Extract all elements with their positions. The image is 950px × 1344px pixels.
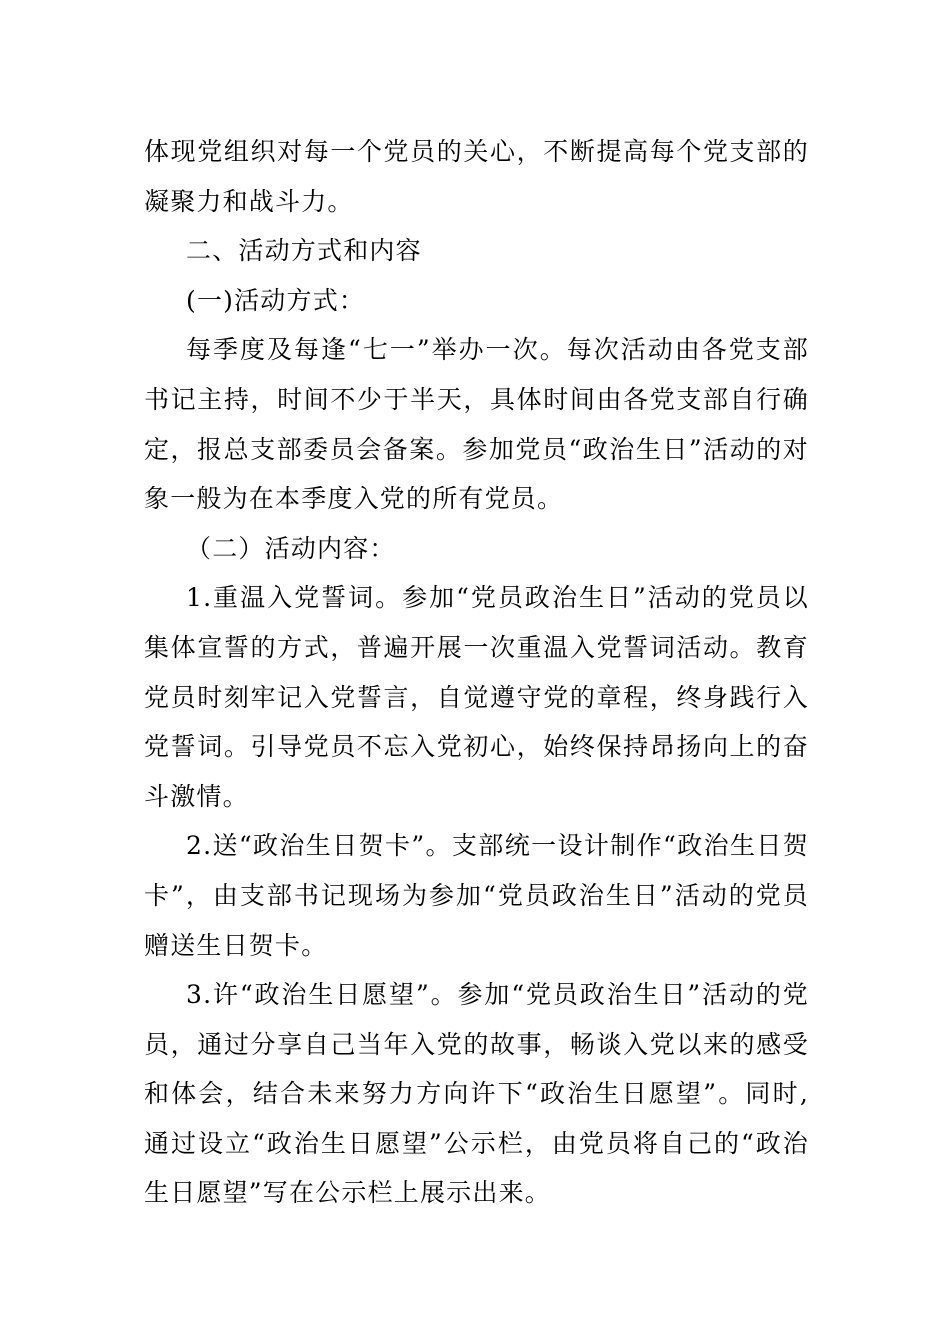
paragraph-item-3-birthday-wish: 3.许“政治生日愿望”。参加“党员政治生日”活动的党员，通过分享自己当年入党的故事，畅谈入党以来的感受和体会，结合未来努力方向许下“政治生日愿望”。同时,通过设立“政治生日愿望”公示栏，由党员将自己的“政治生日愿望”写在公示栏上展示出来。 [144, 980, 809, 1208]
subheading-activity-content: （二）活动内容： [186, 533, 396, 563]
subheading-activity-method: (一)活动方式： [186, 285, 366, 315]
document-page [144, 127, 809, 1218]
paragraph-item-2-greeting-card: 2.送“政治生日贺卡”。支部统一设计制作“政治生日贺卡”，由支部书记现场为参加“党员政治生日”活动的党员赠送生日贺卡。 [144, 831, 809, 960]
paragraph-activity-method: 每季度及每逢“七一”举办一次。每次活动由各党支部书记主持，时间不少于半天，具体时间由各党支部自行确定，报总支部委员会备案。参加党员“政治生日”活动的对象一般为在本季度入党的所有党员。 [144, 335, 809, 514]
paragraph-intro-continuation: 体现党组织对每一个党员的关心，不断提高每个党支部的凝聚力和战斗力。 [144, 137, 809, 216]
paragraph-item-1-oath: 1.重温入党誓词。参加“党员政治生日”活动的党员以集体宣誓的方式，普遍开展一次重温入党誓词活动。教育党员时刻牢记入党誓言，自觉遵守党的章程，终身践行入党誓词。引导党员不忘入党初心，始终保持昂扬向上的奋斗激情。 [144, 583, 809, 811]
section-heading-activity-methods-and-content: 二、活动方式和内容 [186, 236, 422, 266]
